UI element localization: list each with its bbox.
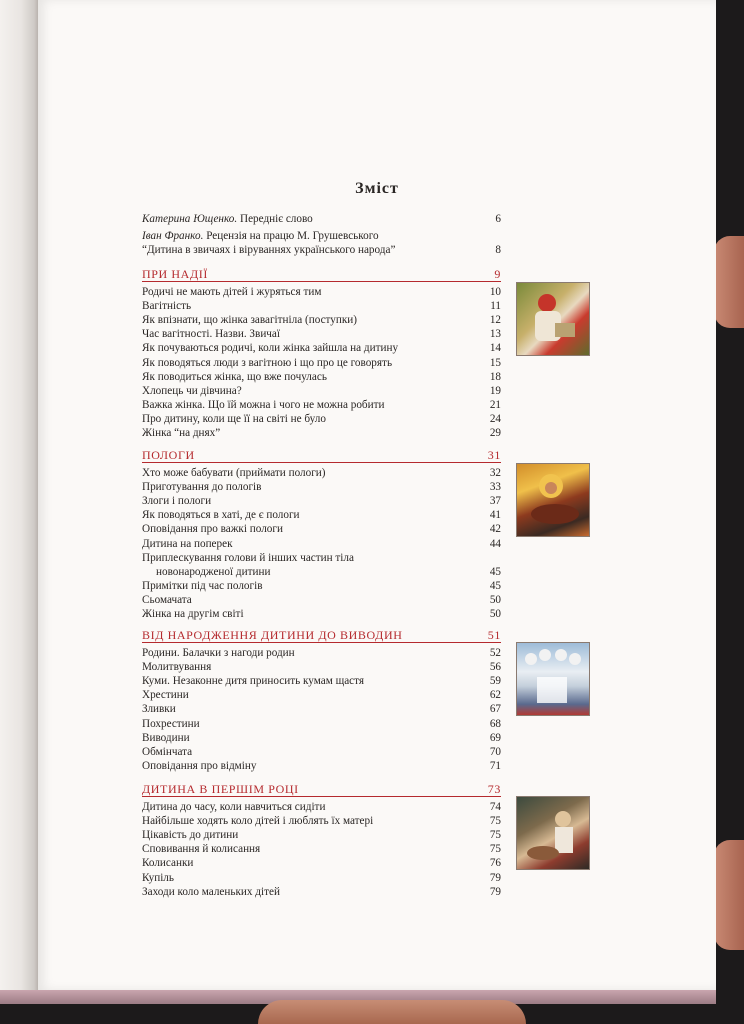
toc-entry-title: Родини. Балачки з нагоди родин: [142, 647, 295, 659]
toc-entry[interactable]: [142, 856, 501, 870]
toc-entry[interactable]: [142, 384, 501, 398]
toc-entry[interactable]: [142, 646, 501, 660]
toc-entry-title: Хрестини: [142, 689, 189, 702]
toc-entry-title: Зливки: [142, 703, 176, 716]
toc-entry-page: 15: [489, 356, 501, 369]
toc-entry[interactable]: [142, 412, 501, 426]
toc-entry-title: Цікавість до дитини: [142, 829, 239, 842]
toc-entry-title: Родичі не мають дітей і журяться тим: [142, 286, 322, 298]
toc-entry-title: Оповідання про важкі пологи: [142, 523, 283, 536]
toc-entry-page: 71: [489, 759, 501, 772]
toc-entry-title: Молитвування: [142, 661, 212, 674]
toc-entry[interactable]: [142, 579, 501, 593]
section-page-number: 73: [487, 782, 501, 796]
toc-entry[interactable]: [142, 674, 501, 688]
toc-entry-title: Як почуваються родичі, коли жінка зайшла на дитину: [142, 342, 399, 355]
toc-entry-page: 50: [489, 593, 501, 606]
toc-entry-page: 19: [489, 384, 501, 397]
page-number: 6: [495, 213, 501, 225]
toc-entry-title: Похрестини: [142, 717, 200, 730]
toc-entry[interactable]: [142, 508, 501, 522]
toc-entry-title: Приплескування голови й інших частин тіла: [142, 551, 354, 564]
toc-entry-title: Дитина на поперек: [142, 537, 233, 550]
toc-entry-page: 12: [489, 314, 501, 327]
toc-entry-title: Вагітність: [142, 300, 192, 313]
toc-entry-title: Дитина до часу, коли навчиться сидіти: [142, 801, 326, 813]
toc-entry-title-cont: новонародженої дитини: [156, 565, 271, 578]
toc-entry[interactable]: [142, 885, 501, 899]
section-title: ПРИ НАДІЇ: [142, 267, 208, 281]
toc-entry[interactable]: [142, 828, 501, 842]
toc-title: Зміст: [355, 180, 399, 197]
toc-entry-page: 29: [489, 427, 501, 439]
page-number: 8: [495, 244, 501, 256]
toc-entry-page: 33: [489, 481, 501, 494]
toc-entry-title: Сьомачата: [142, 593, 192, 606]
toc-entry-page: 42: [489, 523, 501, 536]
toc-entry-title: Приготування до пологів: [142, 481, 262, 494]
toc-entry[interactable]: [142, 842, 501, 856]
toc-entry-title: Сповивання й колисання: [142, 843, 261, 856]
toc-entry[interactable]: [142, 800, 501, 814]
toc-entry-page: 67: [489, 703, 501, 716]
toc-entry[interactable]: [142, 398, 501, 412]
toc-entry[interactable]: [142, 480, 501, 494]
toc-entry[interactable]: [142, 688, 501, 702]
toc-entry-title: Як поводяться люди з вагітною і що про це говорять: [142, 356, 393, 369]
toc-entry-title: Важка жінка. Що їй можна і чого не можна робити: [142, 398, 385, 411]
section-title: ДИТИНА В ПЕРШІМ РОЦІ: [142, 782, 299, 796]
toc-entry[interactable]: [142, 814, 501, 828]
toc-entry[interactable]: [142, 370, 501, 384]
intro-title-cont: “Дитина в звичаях і віруваннях українського народа”: [142, 244, 396, 256]
finger-right-upper: [714, 236, 744, 328]
intro-title: Передніє слово: [239, 213, 313, 225]
toc-entry-title: Колисанки: [142, 857, 194, 870]
toc-entry-page: 41: [489, 509, 501, 522]
toc-entry-page: 21: [489, 398, 501, 411]
section-heading[interactable]: [142, 626, 501, 643]
section-page-number: 31: [487, 448, 501, 462]
toc-entry-title: Купіль: [142, 871, 174, 884]
toc-entry-title: Найбільше ходять коло дітей і люблять їх матері: [142, 815, 374, 828]
toc-entry-page: 56: [489, 661, 501, 674]
toc-entry-page: 74: [489, 801, 501, 813]
toc-entry-page: 70: [489, 745, 501, 758]
toc-entry-page: 44: [489, 537, 501, 550]
toc-entry-title: Оповідання про відміну: [142, 759, 257, 772]
toc-entry-page: 75: [489, 815, 501, 828]
toc-entry[interactable]: [142, 593, 501, 607]
toc-entry-title: Заходи коло маленьких дітей: [142, 885, 280, 898]
toc-entry-title: Примітки під час пологів: [142, 579, 263, 592]
toc-entry-page: 37: [489, 495, 501, 508]
toc-entry-title: Як поводяться в хаті, де є пологи: [142, 509, 300, 522]
finger-right-lower: [714, 840, 744, 950]
toc-intro-item[interactable]: [142, 212, 501, 226]
toc-entry[interactable]: [142, 313, 501, 327]
section-heading[interactable]: [142, 780, 501, 797]
toc-entry-page: 59: [489, 675, 501, 688]
toc-entry-title: Як поводиться жінка, що вже почулась: [142, 370, 327, 383]
toc-entry-title: Хто може бабувати (приймати пологи): [142, 467, 326, 479]
toc-entry-page: 10: [489, 286, 501, 298]
section-title: ВІД НАРОДЖЕННЯ ДИТИНИ ДО ВИВОДИН: [142, 628, 403, 642]
toc-entry-page: 79: [489, 885, 501, 898]
toc-entry[interactable]: [142, 537, 501, 551]
toc-entry[interactable]: [142, 607, 501, 621]
toc-entry[interactable]: [142, 660, 501, 674]
toc-entry-page: 76: [489, 857, 501, 870]
toc-entry-page: 45: [489, 565, 501, 578]
toc-entry-page: 24: [489, 412, 501, 425]
thumb-bottom: [258, 1000, 526, 1024]
toc-entry[interactable]: [142, 466, 501, 480]
toc-entry[interactable]: [142, 702, 501, 716]
toc-intro-item[interactable]: [142, 229, 501, 257]
section-page-number: 9: [494, 267, 501, 281]
intro-author: Іван Франко.: [142, 230, 204, 242]
toc-entry[interactable]: [142, 327, 501, 341]
toc-entry-title: Час вагітності. Назви. Звичаї: [142, 328, 281, 341]
toc-entry-title: Виводини: [142, 731, 190, 744]
toc-entry-page: 14: [489, 342, 501, 355]
illustration-childbirth-icon: [516, 463, 590, 537]
section-heading[interactable]: [142, 446, 501, 463]
illustration-bathing-child: [516, 796, 590, 870]
toc-entry[interactable]: [142, 717, 501, 731]
toc-entry-title: Хлопець чи дівчина?: [142, 384, 242, 397]
toc-entry-title: Обмінчата: [142, 745, 193, 758]
toc-entry-title: Жінка на другім світі: [142, 608, 244, 620]
toc-entry[interactable]: [142, 299, 501, 313]
toc-entry-page: 68: [489, 717, 501, 730]
toc-entry-page: 11: [490, 300, 501, 313]
toc-entry[interactable]: [142, 745, 501, 759]
toc-entry-title: Як впізнати, що жінка завагітніла (поступки): [142, 314, 358, 327]
toc-entry[interactable]: [142, 494, 501, 508]
toc-entry-title: Про дитину, коли ще її на світі не було: [142, 412, 326, 425]
toc-entry-page: 18: [489, 370, 501, 383]
toc-entry-page: 45: [489, 579, 501, 592]
section-title: ПОЛОГИ: [142, 448, 195, 462]
toc-entry-page: 69: [489, 731, 501, 744]
section-page-number: 51: [487, 628, 501, 642]
toc-entry-title: Злоги і пологи: [142, 495, 212, 508]
toc-entry[interactable]: [142, 356, 501, 370]
toc-entry[interactable]: [142, 522, 501, 536]
toc-entry[interactable]: [142, 341, 501, 355]
toc-entry-page: 75: [489, 829, 501, 842]
toc-entry[interactable]: [142, 759, 501, 773]
book-spine: [0, 0, 38, 1000]
toc-entry-page: 79: [489, 871, 501, 884]
toc-entry-page: 50: [489, 608, 501, 620]
toc-entry[interactable]: [142, 285, 501, 299]
toc-entry-page: 32: [489, 467, 501, 479]
illustration-girl-embroidering: [516, 282, 590, 356]
toc-entry-page: 75: [489, 843, 501, 856]
toc-entry-title: Куми. Незаконне дитя приносить кумам щастя: [142, 675, 365, 688]
toc-entry[interactable]: [142, 426, 501, 440]
intro-title: Рецензія на працю М. Грушевського: [206, 230, 379, 242]
toc-entry[interactable]: [142, 551, 501, 579]
toc-entry-page: 13: [489, 328, 501, 341]
book-page: [38, 0, 716, 990]
toc-entry[interactable]: [142, 871, 501, 885]
intro-author: Катерина Ющенко.: [142, 213, 238, 225]
toc-entry-title: Жінка “на днях”: [142, 427, 221, 439]
toc-entry[interactable]: [142, 731, 501, 745]
section-heading[interactable]: [142, 265, 501, 282]
illustration-christening-women: [516, 642, 590, 716]
toc-entry-page: 62: [489, 689, 501, 702]
toc-entry-page: 52: [489, 647, 501, 659]
